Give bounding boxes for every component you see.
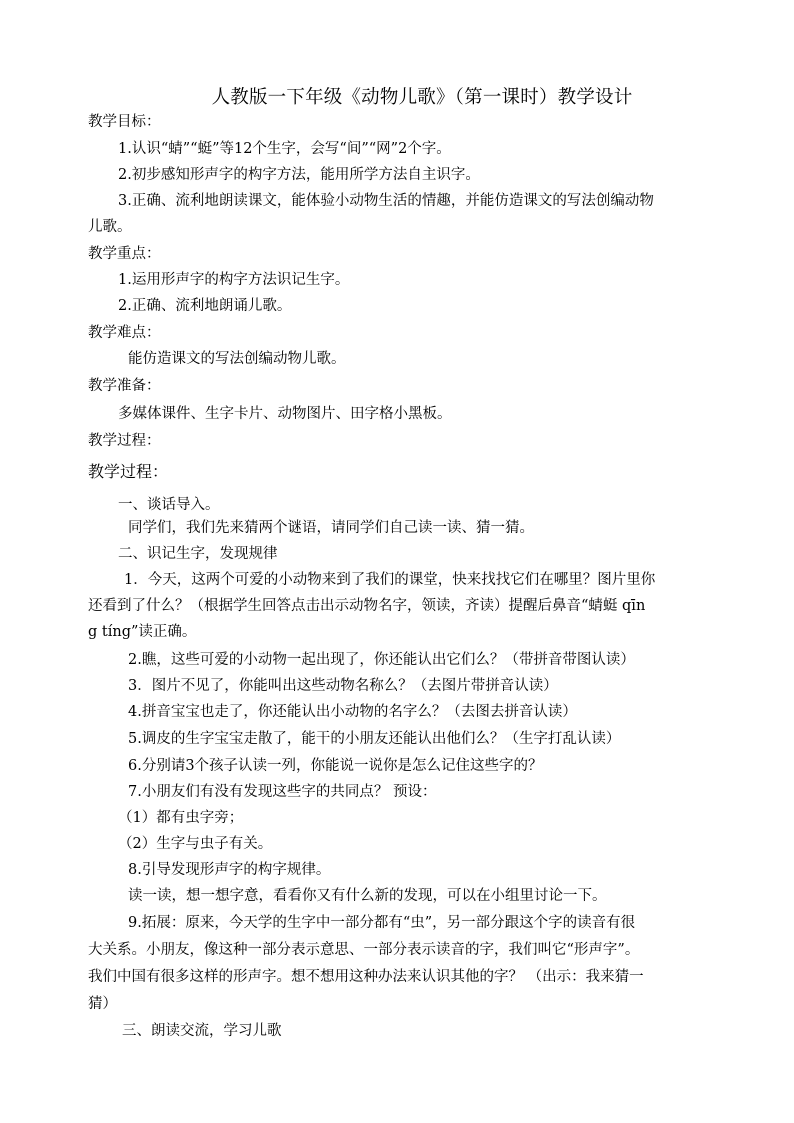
goal-item: 1.认识“蜻”“蜓”等12个生字，会写“间”“网”2个字。 (118, 141, 451, 157)
paragraph: 7.小朋友们有没有发现这些字的共同点？ 预设： (128, 784, 437, 800)
process-heading: 教学过程： (88, 433, 161, 449)
goal-item: 3.正确、流利地朗读课文，能体验小动物生活的情趣，并能仿造课文的写法创编动物 (118, 193, 654, 209)
paragraph: g tíng”读正确。 (88, 624, 197, 640)
difficulty-item: 能仿造课文的写法创编动物儿歌。 (128, 351, 346, 367)
document-title: 人教版一下年级《动物儿歌》（第一课时）教学设计 (211, 87, 633, 108)
goals-heading: 教学目标： (88, 114, 161, 130)
paragraph: 2.瞧，这些可爱的小动物一起出现了，你还能认出它们么？（带拼音带图认读） (128, 652, 635, 668)
paragraph: 6.分别请3个孩子认读一列，你能说一说你是怎么记住这些字的？ (128, 758, 543, 774)
paragraph: 3．图片不见了，你能叫出这些动物名称么？（去图片带拼音认读） (128, 678, 558, 694)
paragraph: 我们中国有很多这样的形声字。想不想用这种办法来认识其他的字？ （出示：我来猜一 (88, 969, 644, 985)
key-points-heading: 教学重点： (88, 246, 161, 262)
paragraph: 4.拼音宝宝也走了，你还能认出小动物的名字么？（去图去拼音认读） (128, 704, 577, 720)
preparation-item: 多媒体课件、生字卡片、动物图片、田字格小黑板。 (118, 406, 452, 422)
paragraph: 猜） (88, 996, 117, 1012)
goal-item: 2.初步感知形声字的构字方法，能用所学方法自主识字。 (118, 167, 480, 183)
goal-item-continuation: 儿歌。 (88, 219, 132, 235)
paragraph: 同学们，我们先来猜两个谜语，请同学们自己读一读、猜一猜。 (128, 520, 534, 536)
paragraph: 大关系。小朋友，像这种一部分表示意思、一部分表示读音的字，我们叫它“形声字”。 (88, 942, 640, 958)
difficulty-heading: 教学难点： (88, 325, 161, 341)
section-title: 二、识记生字，发现规律 (118, 546, 278, 562)
paragraph: （2）生字与虫子有关。 (118, 836, 273, 852)
paragraph: 5.调皮的生字宝宝走散了，能干的小朋友还能认出他们么？（生字打乱认读） (128, 731, 621, 747)
paragraph: 1．今天，这两个可爱的小动物来到了我们的课堂，快来找找它们在哪里？图片里你 (124, 572, 656, 588)
process-heading-large: 教学过程： (88, 462, 169, 481)
key-point-item: 2.正确、流利地朗诵儿歌。 (118, 298, 292, 314)
paragraph: 9.拓展：原来，今天学的生字中一部分都有“虫”，另一部分跟这个字的读音有很 (128, 915, 636, 931)
paragraph: （1）都有虫字旁； (118, 810, 244, 826)
key-point-item: 1.运用形声字的构字方法识记生字。 (118, 272, 350, 288)
section-title: 一、谈话导入。 (118, 497, 220, 513)
paragraph: 8.引导发现形声字的构字规律。 (128, 862, 331, 878)
paragraph: 还看到了什么？（根据学生回答点击出示动物名字，领读，齐读）提醒后鼻音“蜻蜓 qīn (88, 598, 646, 614)
section-title: 三、朗读交流，学习儿歌 (122, 1023, 282, 1039)
preparation-heading: 教学准备： (88, 378, 161, 394)
paragraph: 读一读，想一想字意，看看你又有什么新的发现，可以在小组里讨论一下。 (128, 888, 607, 904)
